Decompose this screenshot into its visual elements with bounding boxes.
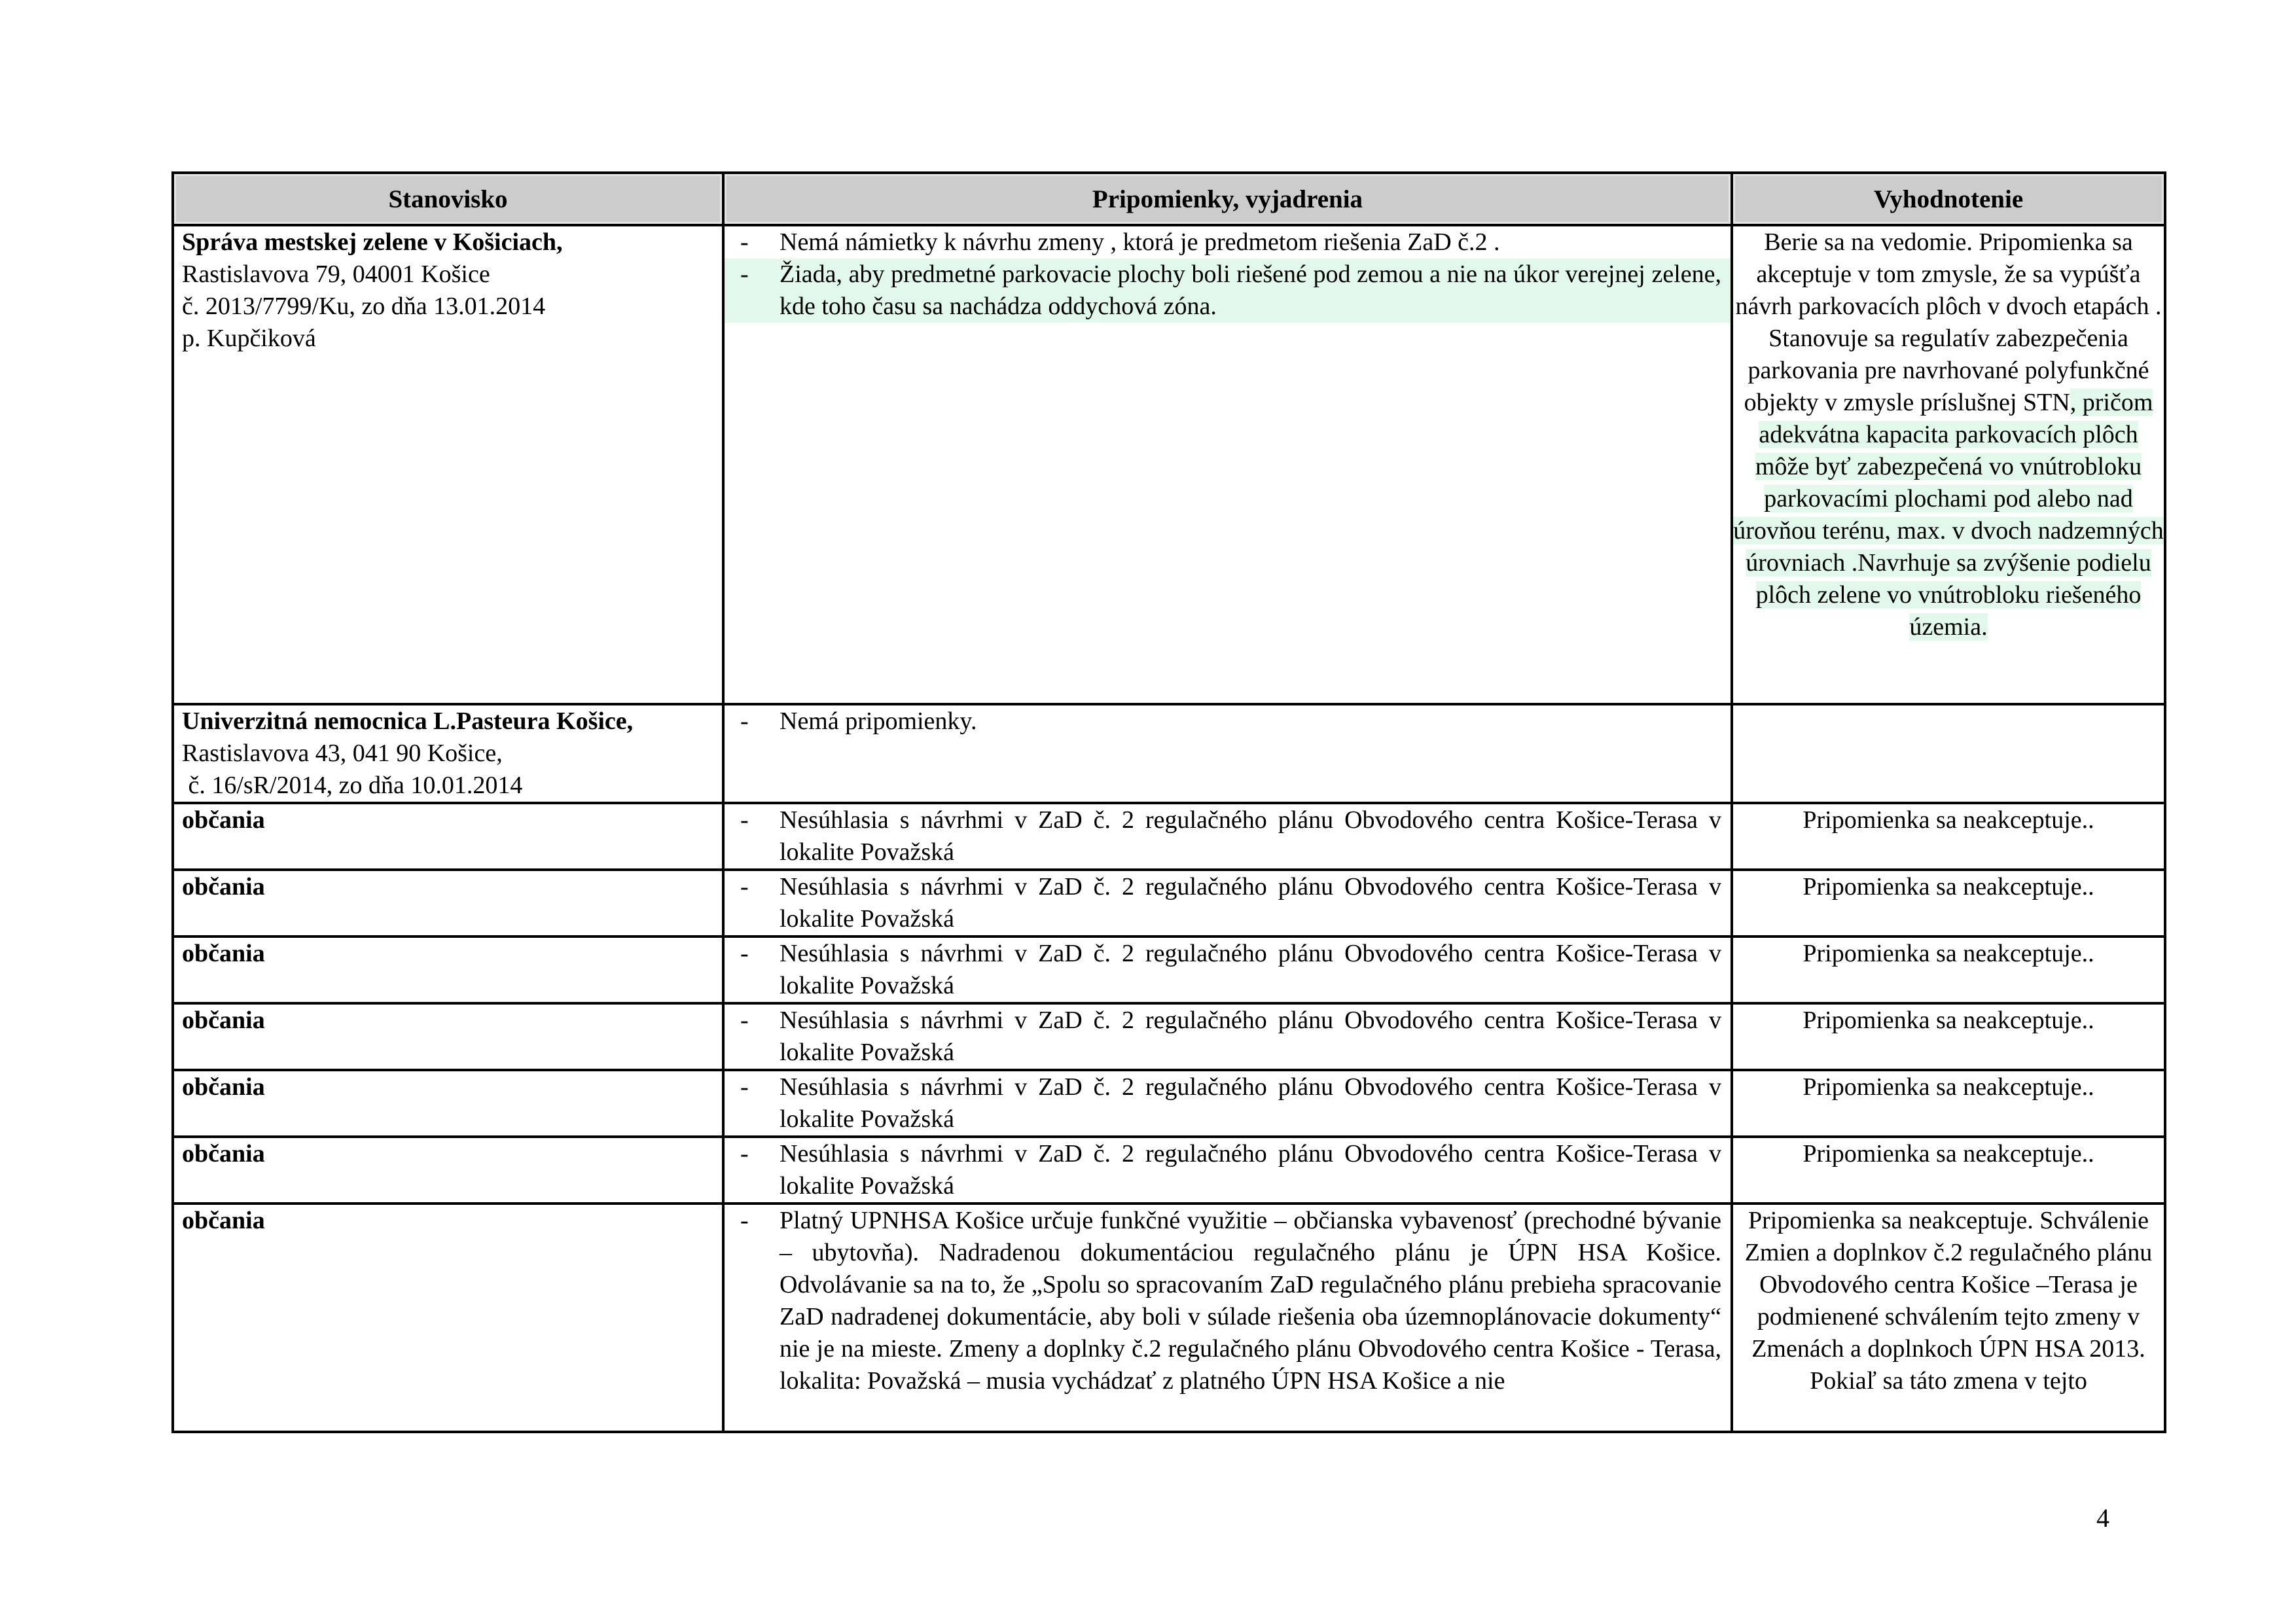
bullet-dash-icon: - xyxy=(740,806,749,834)
bullet-dash-icon: - xyxy=(740,260,749,288)
table-body xyxy=(173,225,2165,1432)
cell-stanovisko xyxy=(173,803,723,870)
cell-vyhodnotenie xyxy=(1732,1204,2165,1432)
table-row xyxy=(173,870,2165,936)
cell-vyhodnotenie xyxy=(1732,704,2165,803)
cell-pripomienky xyxy=(723,1070,1732,1137)
stanovisko-name: Správa mestskej zelene v Košiciach, xyxy=(182,228,563,256)
evaluation-text: Pripomienka sa neakceptuje.. xyxy=(1803,940,2094,967)
cell-vyhodnotenie xyxy=(1732,870,2165,936)
table-header-row xyxy=(173,173,2165,225)
table-row xyxy=(173,803,2165,870)
comment-text: Nesúhlasia s návrhmi v ZaD č. 2 regulačného plánu Obvodového centra Košice-Terasa v lokalite Považská xyxy=(780,806,1721,866)
stanovisko-detail-line: č. 16/sR/2014, zo dňa 10.01.2014 xyxy=(182,772,523,799)
page-number: 4 xyxy=(2096,1503,2109,1533)
table-row xyxy=(173,704,2165,803)
comment-text: Nemá námietky k návrhu zmeny , ktorá je predmetom riešenia ZaD č.2 . xyxy=(780,228,1500,256)
table-row xyxy=(173,225,2165,704)
table-row xyxy=(173,1070,2165,1137)
stanovisko-name: občania xyxy=(182,1140,265,1168)
cell-pripomienky xyxy=(723,936,1732,1003)
cell-stanovisko xyxy=(173,704,723,803)
cell-stanovisko xyxy=(173,936,723,1003)
bullet-dash-icon: - xyxy=(740,940,749,967)
cell-vyhodnotenie xyxy=(1732,1137,2165,1204)
cell-vyhodnotenie xyxy=(1732,1070,2165,1137)
cell-vyhodnotenie xyxy=(1732,936,2165,1003)
table-row xyxy=(173,1003,2165,1070)
stanovisko-detail-line: Rastislavova 43, 041 90 Košice, xyxy=(182,740,503,767)
comment-item xyxy=(725,1138,1731,1202)
cell-pripomienky xyxy=(723,870,1732,936)
comment-text: Platný UPNHSA Košice určuje funkčné využitie – občianska vybavenosť (prechodné bývanie – ubytovňa). Nadradenou dokumentáciou regulačného plánu je ÚPN HSA Košice. Odvolávanie sa na to, že „Spolu so spracovaním ZaD regulačného plánu prebieha spracovanie ZaD nadradenej dokumentácie, aby boli v súlade riešenia oba územnoplánovacie dokumenty“ nie je na mieste. Zmeny a doplnky č.2 regulačného plánu Obvodového centra Košice - Terasa, lokalita: Považská – musia vychádzať z platného ÚPN HSA Košice a nie xyxy=(780,1207,1721,1395)
stanovisko-name: občania xyxy=(182,1073,265,1101)
evaluation-text: Pripomienka sa neakceptuje.. xyxy=(1803,873,2094,901)
cell-pripomienky xyxy=(723,1003,1732,1070)
evaluation-text: Pripomienka sa neakceptuje.. xyxy=(1803,1073,2094,1101)
comment-text: Nesúhlasia s návrhmi v ZaD č. 2 regulačného plánu Obvodového centra Košice-Terasa v lokalite Považská xyxy=(780,1140,1721,1200)
comment-item xyxy=(725,1205,1731,1397)
cell-stanovisko xyxy=(173,1204,723,1432)
comment-text: Žiada, aby predmetné parkovacie plochy boli riešené pod zemou a nie na úkor verejnej zelene, kde toho času sa nachádza oddychová zóna. xyxy=(780,260,1721,320)
comment-item xyxy=(725,938,1731,1002)
cell-pripomienky xyxy=(723,225,1732,704)
stanovisko-detail-line: č. 2013/7799/Ku, zo dňa 13.01.2014 xyxy=(182,293,546,320)
stanovisko-name: občania xyxy=(182,1007,265,1034)
comment-text: Nesúhlasia s návrhmi v ZaD č. 2 regulačného plánu Obvodového centra Košice-Terasa v lokalite Považská xyxy=(780,873,1721,933)
cell-stanovisko xyxy=(173,1137,723,1204)
comment-text: Nemá pripomienky. xyxy=(780,707,977,735)
cell-vyhodnotenie xyxy=(1732,1003,2165,1070)
cell-stanovisko xyxy=(173,870,723,936)
evaluation-text: Berie sa na vedomie. Pripomienka sa akceptuje v tom zmysle, že sa vypúšťa návrh parkovacích plôch v dvoch etapách . Stanovuje sa regulatív zabezpečenia parkovania pre navrhované polyfunkčné objekty v zmysle príslušnej STN xyxy=(1735,228,2162,416)
bullet-dash-icon: - xyxy=(740,1140,749,1168)
bullet-dash-icon: - xyxy=(740,873,749,901)
evaluation-highlighted-text: , pričom adekvátna kapacita parkovacích plôch môže byť zabezpečená vo vnútrobloku parkovacími plochami pod alebo nad úrovňou terénu, max. v dvoch nadzemných úrovniach .Navrhuje sa zvýšenie podielu plôch zelene vo vnútrobloku riešeného územia. xyxy=(1733,389,2164,641)
cell-vyhodnotenie xyxy=(1732,225,2165,704)
stanovisko-name: občania xyxy=(182,873,265,901)
table-row xyxy=(173,1204,2165,1432)
comment-item xyxy=(725,259,1731,323)
cell-vyhodnotenie xyxy=(1732,803,2165,870)
header-pripomienky: Pripomienky, vyjadrenia xyxy=(723,173,1732,225)
evaluation-text: Pripomienka sa neakceptuje.. xyxy=(1803,1007,2094,1034)
stanovisko-name: občania xyxy=(182,940,265,967)
bullet-dash-icon: - xyxy=(740,707,749,735)
bullet-dash-icon: - xyxy=(740,1073,749,1101)
stanovisko-name: občania xyxy=(182,1207,265,1234)
stanovisko-name: Univerzitná nemocnica L.Pasteura Košice, xyxy=(182,707,634,735)
header-vyhodnotenie: Vyhodnotenie xyxy=(1732,173,2165,225)
cell-stanovisko xyxy=(173,225,723,704)
stanovisko-detail-line: Rastislavova 79, 04001 Košice xyxy=(182,260,490,288)
comments-table xyxy=(171,171,2166,1433)
comment-item xyxy=(725,1005,1731,1069)
stanovisko-name: občania xyxy=(182,806,265,834)
cell-pripomienky xyxy=(723,1137,1732,1204)
cell-pripomienky xyxy=(723,803,1732,870)
cell-pripomienky xyxy=(723,704,1732,803)
evaluation-text: Pripomienka sa neakceptuje.. xyxy=(1803,806,2094,834)
comment-text: Nesúhlasia s návrhmi v ZaD č. 2 regulačného plánu Obvodového centra Košice-Terasa v lokalite Považská xyxy=(780,1007,1721,1066)
comment-item xyxy=(725,705,1731,738)
cell-pripomienky xyxy=(723,1204,1732,1432)
comment-text: Nesúhlasia s návrhmi v ZaD č. 2 regulačného plánu Obvodového centra Košice-Terasa v lokalite Považská xyxy=(780,940,1721,999)
comment-item xyxy=(725,871,1731,935)
bullet-dash-icon: - xyxy=(740,1207,749,1234)
evaluation-text: Pripomienka sa neakceptuje.. xyxy=(1803,1140,2094,1168)
evaluation-text: Pripomienka sa neakceptuje. Schválenie Zmien a doplnkov č.2 regulačného plánu Obvodového centra Košice –Terasa je podmienené schválením tejto zmeny v Zmenách a doplnkoch ÚPN HSA 2013. Pokiaľ sa táto zmena v tejto xyxy=(1744,1207,2153,1395)
comment-item xyxy=(725,226,1731,259)
comment-item xyxy=(725,1071,1731,1135)
cell-stanovisko xyxy=(173,1070,723,1137)
table-row xyxy=(173,936,2165,1003)
comment-text: Nesúhlasia s návrhmi v ZaD č. 2 regulačného plánu Obvodového centra Košice-Terasa v lokalite Považská xyxy=(780,1073,1721,1133)
bullet-dash-icon: - xyxy=(740,1007,749,1034)
bullet-dash-icon: - xyxy=(740,228,749,256)
stanovisko-detail-line: p. Kupčiková xyxy=(182,325,316,352)
cell-stanovisko xyxy=(173,1003,723,1070)
comment-item xyxy=(725,804,1731,868)
header-stanovisko: Stanovisko xyxy=(173,173,723,225)
table-row xyxy=(173,1137,2165,1204)
